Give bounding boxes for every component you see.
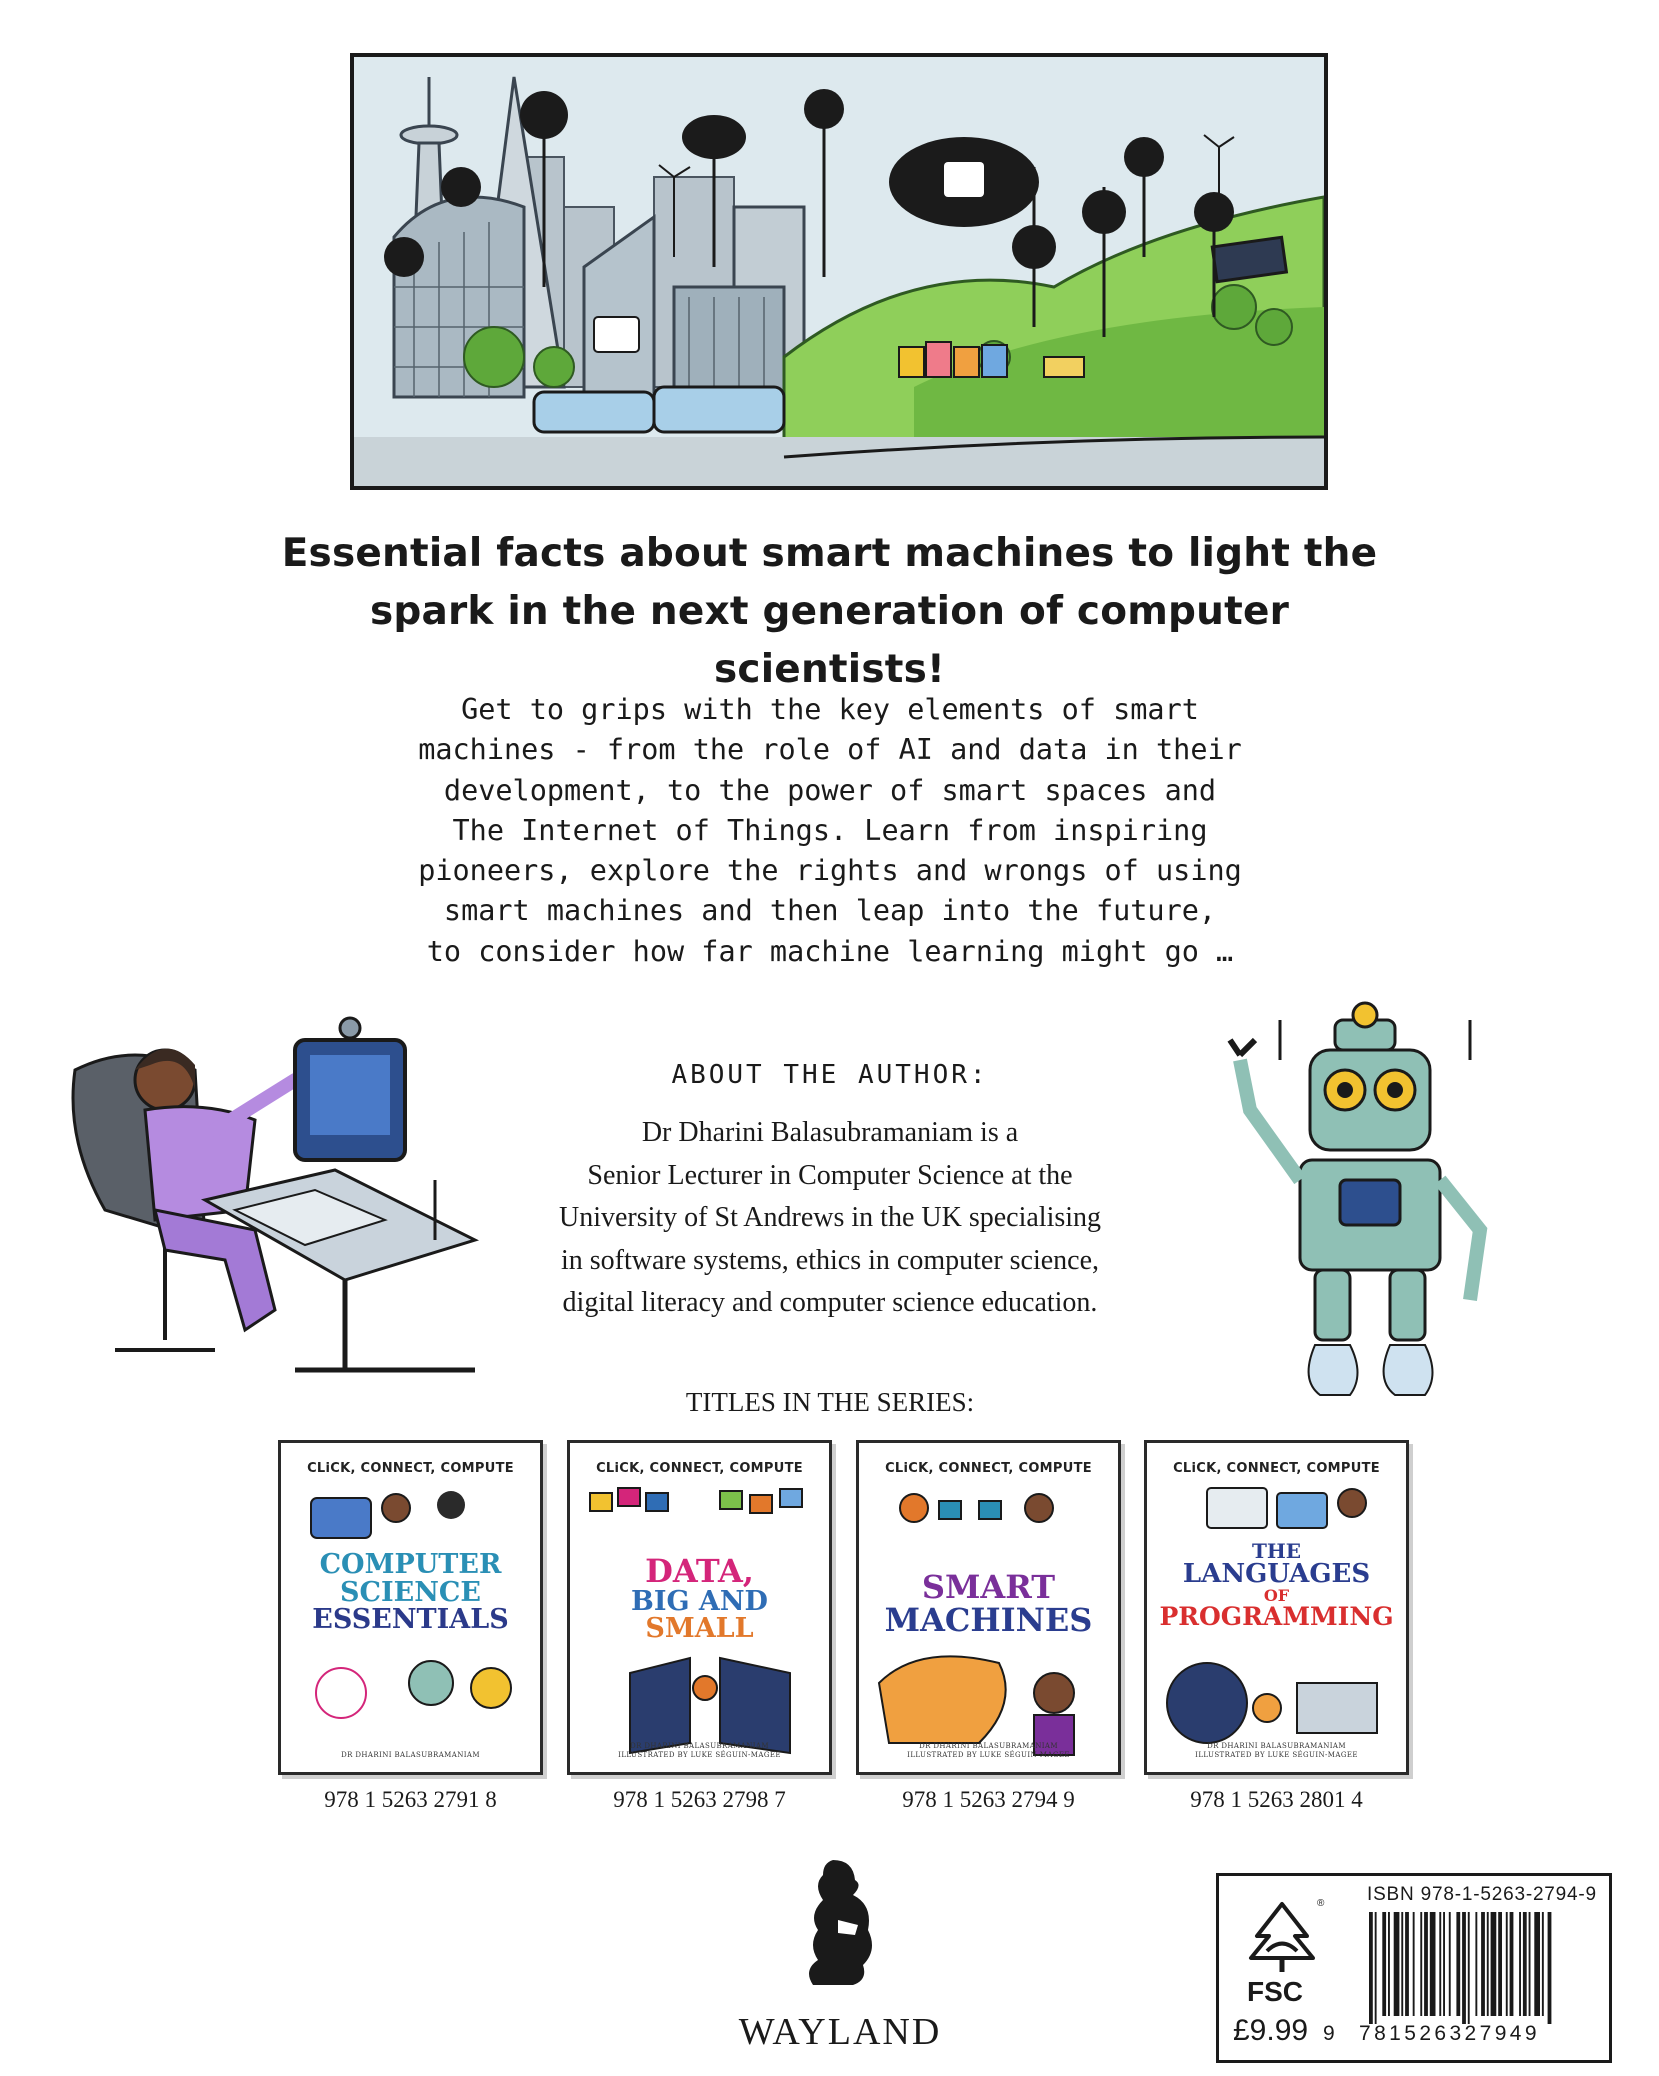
book-title-line: BIG AND [631,1585,768,1617]
book-cover-computer-science-essentials [278,1440,543,1775]
blurb-line: machines - from the role of AI and data in their [418,733,1242,767]
barcode-bar [1468,1912,1470,2024]
book-series-brand: CLiCK, CONNECT, COMPUTE [885,1461,1092,1476]
ean-digits-rest: 781526327949 [1359,2022,1540,2045]
barcode-bars [1369,1912,1605,2024]
barcode-bar [1542,1912,1544,2016]
barcode-bar [1413,1912,1415,2016]
barcode-bar [1449,1912,1451,2016]
barcode-bar [1456,1912,1460,2016]
headline [250,525,1409,699]
barcode-bar [1462,1912,1466,2024]
blurb-line: pioneers, explore the rights and wrongs of using [418,854,1242,888]
barcode-bar [1424,1912,1428,2016]
city-illustration [350,53,1328,490]
fsc-tree-icon [1237,1896,1327,1976]
about-line: Senior Lecturer in Computer Science at the [587,1159,1073,1191]
book-cover-languages-of-programming [1144,1440,1409,1775]
book-author: DR DHARINI BALASUBRAMANIAM [630,1742,769,1750]
book-illustrator: ILLUSTRATED BY LUKE SÉGUIN-MAGEE [1195,1751,1358,1759]
isbn-label: ISBN 978-1-5263-2794-9 [1367,1884,1597,1905]
blurb-line: development, to the power of smart spaces and [443,773,1217,807]
publisher-logo-icon [783,1855,893,1990]
book-title [1155,1541,1398,1630]
book-series-brand: CLiCK, CONNECT, COMPUTE [307,1461,514,1476]
barcode-bar [1519,1912,1521,2016]
price: £9.99 [1233,2014,1309,2047]
barcode-bar [1439,1912,1441,2016]
book-title [867,1568,1110,1639]
book-illustrator: ILLUSTRATED BY LUKE SÉGUIN-MAGEE [618,1751,781,1759]
barcode-bar [1369,1912,1373,2024]
book-title [289,1551,532,1634]
barcode-box [1216,1873,1612,2063]
fsc-registered-mark: ® [1317,1898,1325,1909]
about-line: in software systems, ethics in computer science, [560,1244,1100,1276]
blurb-line: smart machines and then leap into the future, [443,894,1217,928]
book-title [578,1552,821,1645]
book-series-brand: CLiCK, CONNECT, COMPUTE [596,1461,803,1476]
book-title-line: PROGRAMMING [1159,1602,1394,1632]
barcode-bar [1388,1912,1390,2016]
barcode-bar [1487,1912,1489,2016]
book-credit [570,1742,829,1760]
book-title-line: SCIENCE [340,1576,481,1608]
scientist-illustration [55,1010,485,1390]
blurb [360,690,1300,972]
about-line: University of St Andrews in the UK specialising [558,1202,1102,1233]
book-illustrator: ILLUSTRATED BY LUKE SÉGUIN-MAGEE [907,1751,1070,1759]
fsc-label: FSC [1247,1976,1303,2007]
barcode-bar [1529,1912,1531,2016]
barcode-bar [1506,1912,1508,2016]
barcode-bar [1430,1912,1436,2016]
headline-line-2: spark in the next generation of computer scientists! [369,589,1290,692]
ean-first-digit: 9 [1323,2022,1339,2045]
about-line: Dr Dharini Balasubramaniam is a [641,1117,1019,1148]
book-author: DR DHARINI BALASUBRAMANIAM [919,1742,1058,1750]
book-isbn: 978 1 5263 2791 8 [324,1787,497,1812]
barcode-bar [1498,1912,1502,2016]
series-heading: TITLES IN THE SERIES: [685,1387,975,1417]
barcode-bar [1481,1912,1485,2016]
book-title-line: MACHINES [884,1600,1093,1639]
barcode-bar [1523,1912,1527,2016]
book-author: DR DHARINI BALASUBRAMANIAM [1207,1742,1346,1750]
barcode-bar [1475,1912,1477,2016]
book-isbn: 978 1 5263 2798 7 [613,1787,786,1812]
blurb-line: to consider how far machine learning might go … [426,934,1234,968]
book-cover-smart-machines [856,1440,1121,1775]
barcode-bar [1382,1912,1386,2016]
book-title-line: COMPUTER [319,1549,502,1580]
blurb-line: Get to grips with the key elements of smart [461,693,1199,726]
about-line: digital literacy and computer science education. [562,1287,1098,1318]
book-credit [1147,1742,1406,1760]
barcode-bar [1510,1912,1514,2016]
book-credit [859,1742,1118,1760]
book-title-line: SMALL [645,1613,754,1645]
book-cover-data-big-and-small [567,1440,832,1775]
barcode-bar [1401,1912,1403,2016]
robot-illustration [1220,1000,1540,1400]
barcode-bar [1375,1912,1377,2024]
barcode-bar [1534,1912,1540,2016]
barcode-bar [1443,1912,1445,2016]
book-title-line: THE [1251,1539,1302,1563]
barcode-bar [1405,1912,1409,2016]
headline-line-1: Essential facts about smart machines to light the [281,531,1378,576]
about-author-text [480,1112,1180,1325]
barcode-bar [1394,1912,1400,2016]
publisher-name: WAYLAND [738,2011,942,2053]
book-title-line: DATA, [645,1552,754,1590]
book-credit [281,1751,540,1760]
blurb-line: The Internet of Things. Learn from inspiring [452,813,1208,847]
barcode-bar [1548,1912,1552,2024]
book-title-line: OF [1263,1585,1290,1605]
book-title-line: LANGUAGES [1182,1559,1371,1590]
barcode-bar [1491,1912,1497,2016]
book-series-brand: CLiCK, CONNECT, COMPUTE [1173,1461,1380,1476]
book-isbn: 978 1 5263 2801 4 [1190,1787,1363,1812]
book-title-line: ESSENTIALS [312,1604,509,1636]
book-author: DR DHARINI BALASUBRAMANIAM [341,1751,480,1759]
book-title-line: SMART [921,1568,1056,1606]
book-isbn: 978 1 5263 2794 9 [902,1787,1075,1812]
barcode-bar [1420,1912,1422,2016]
about-author-heading: ABOUT THE AUTHOR: [671,1060,989,1090]
